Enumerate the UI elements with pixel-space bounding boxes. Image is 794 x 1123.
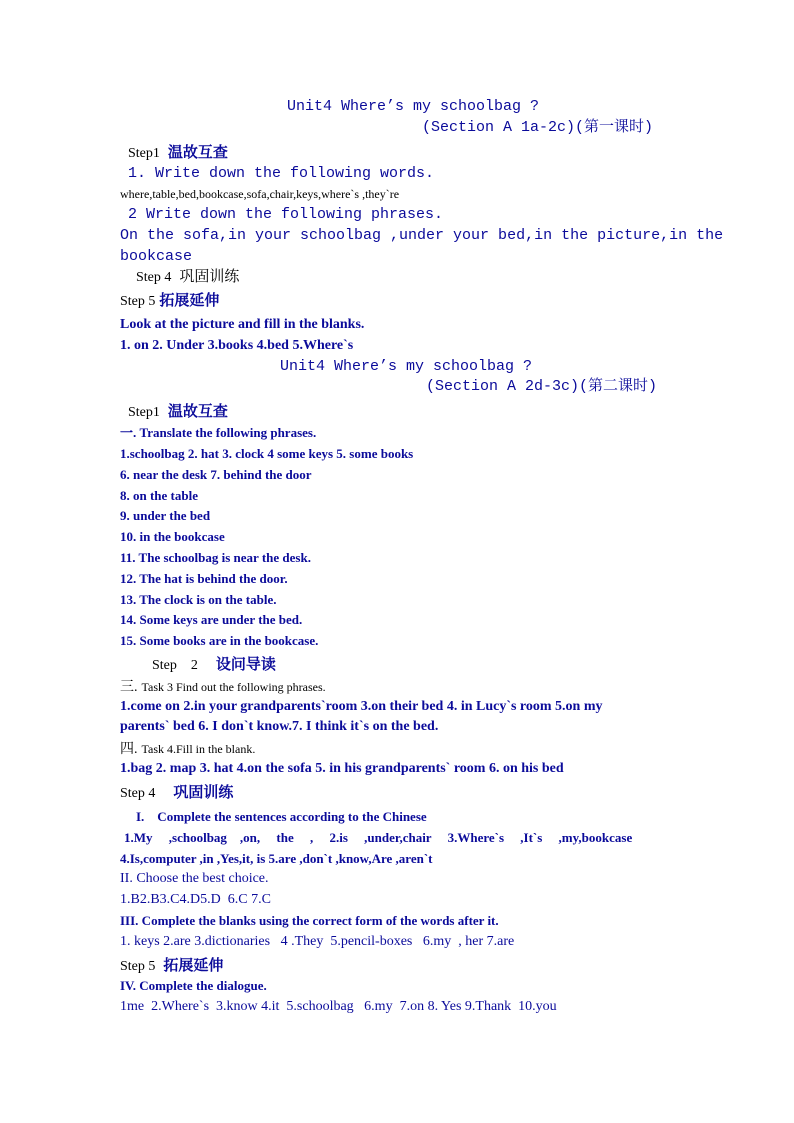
answer-line: 1. on 2. Under 3.books 4.bed 5.Where`s xyxy=(120,338,354,353)
answer-line: 1.B2.B3.C4.D5.D 6.C 7.C xyxy=(120,892,271,907)
answer-line: 1.come on 2.in your grandparents`room 3.on their bed 4. in Lucy`s room 5.on my xyxy=(120,699,603,714)
phrase-list: bookcase xyxy=(120,248,193,265)
step-label: Step 4 xyxy=(120,786,156,801)
step4-heading xyxy=(136,269,239,285)
answer-line: 11. The schoolbag is near the desk. xyxy=(120,550,311,565)
step1-heading xyxy=(128,145,228,161)
task4-heading xyxy=(120,741,255,757)
unit-title: Unit4 Where’s my schoolbag ? xyxy=(280,358,533,375)
step-title: 巩固训练 xyxy=(179,269,240,285)
step-title: 拓展延伸 xyxy=(163,958,224,974)
answer-line: parents` bed 6. I don`t know.7. I think it`s on the bed. xyxy=(120,719,439,734)
answer-line: 12. The hat is behind the door. xyxy=(120,571,288,586)
exercise-heading: II. Choose the best choice. xyxy=(120,871,269,886)
answer-line: 1.bag 2. map 3. hat 4.on the sofa 5. in his grandparents` room 6. on his bed xyxy=(120,761,564,776)
answer-line: 13. The clock is on the table. xyxy=(120,592,277,607)
step-label: Step 4 xyxy=(136,270,172,285)
answer-line: 9. under the bed xyxy=(120,508,211,523)
step5-heading xyxy=(120,293,219,309)
exercise-heading: III. Complete the blanks using the correct form of the words after it. xyxy=(120,913,499,928)
answer-line: 8. on the table xyxy=(120,488,198,503)
exercise-heading: 一. Translate the following phrases. xyxy=(120,425,317,440)
step4-heading xyxy=(120,785,233,801)
section-number: 三. xyxy=(120,680,138,695)
step-title: 巩固训练 xyxy=(173,785,234,801)
answer-line: 1.schoolbag 2. hat 3. clock 4 some keys 5. some books xyxy=(120,446,414,461)
answer-line: 10. in the bookcase xyxy=(120,529,225,544)
unit-title: Unit4 Where’s my schoolbag ? xyxy=(287,98,540,115)
exercise-heading: IV. Complete the dialogue. xyxy=(120,978,267,993)
exercise-heading: I. Complete the sentences according to the Chinese xyxy=(136,809,427,824)
task-instruction: 2 Write down the following phrases. xyxy=(128,206,444,223)
step-label: Step 5 xyxy=(120,294,156,309)
step-title: 拓展延伸 xyxy=(159,293,220,309)
answer-line: 15. Some books are in the bookcase. xyxy=(120,633,319,648)
answer-line: 1. keys 2.are 3.dictionaries 4 .They 5.pencil-boxes 6.my , her 7.are xyxy=(120,934,515,949)
answer-line: 6. near the desk 7. behind the door xyxy=(120,467,312,482)
step5-heading xyxy=(120,958,223,974)
step1-heading xyxy=(128,404,228,420)
step-title: 温故互查 xyxy=(167,404,228,420)
answer-line: 4.Is,computer ,in ,Yes,it, is 5.are ,don`t ,know,Are ,aren`t xyxy=(120,851,433,866)
step-title: 设问导读 xyxy=(215,657,276,673)
task3-heading xyxy=(120,679,326,695)
step-label: Step 5 xyxy=(120,959,156,974)
answer-line: 1.My ,schoolbag ,on, the , 2.is ,under,chair 3.Where`s ,It`s ,my,bookcase xyxy=(124,830,633,845)
section-subtitle: (Section A 2d-3c)(第二课时) xyxy=(426,378,658,395)
task-instruction: Task 4.Fill in the blank. xyxy=(141,742,256,756)
answer-line: 14. Some keys are under the bed. xyxy=(120,612,303,627)
section-number: 四. xyxy=(120,742,138,757)
word-list: where,table,bed,bookcase,sofa,chair,keys,where`s ,they`re xyxy=(120,187,400,201)
step-label: Step 2 xyxy=(152,658,198,673)
task-instruction: Task 3 Find out the following phrases. xyxy=(141,680,326,694)
task-instruction: 1. Write down the following words. xyxy=(128,165,435,182)
step-label: Step1 xyxy=(128,405,160,420)
section-subtitle: (Section A 1a-2c)(第一课时) xyxy=(422,119,654,136)
task-instruction: Look at the picture and fill in the blanks. xyxy=(120,317,365,332)
step-label: Step1 xyxy=(128,146,160,161)
phrase-list: On the sofa,in your schoolbag ,under your bed,in the picture,in the xyxy=(120,227,724,244)
answer-line: 1me 2.Where`s 3.know 4.it 5.schoolbag 6.my 7.on 8. Yes 9.Thank 10.you xyxy=(120,999,557,1014)
step-title: 温故互查 xyxy=(167,145,228,161)
step2-heading xyxy=(152,657,276,673)
